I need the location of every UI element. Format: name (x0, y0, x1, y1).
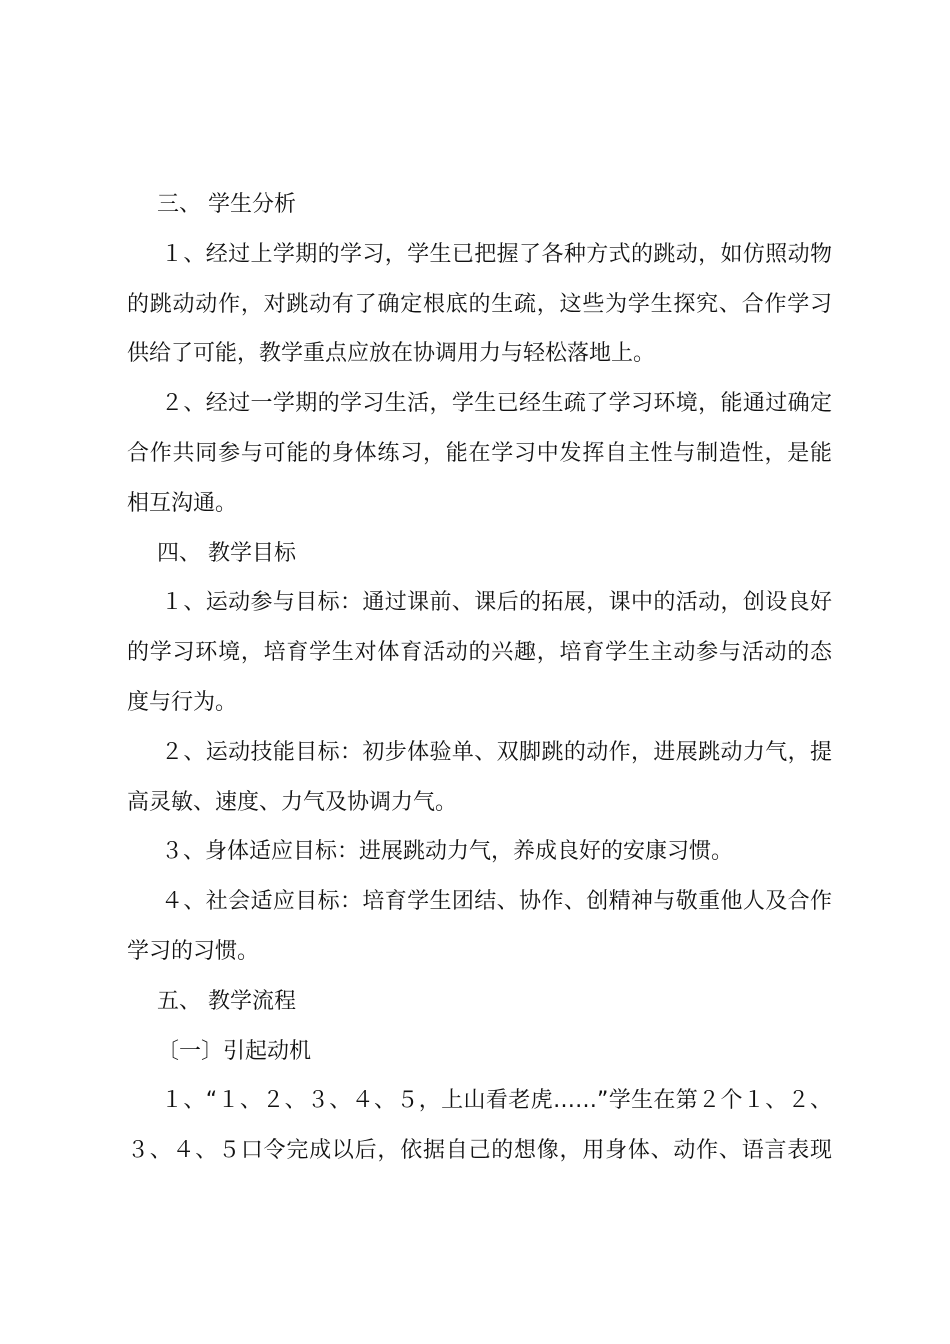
text-line: 高灵敏、速度、力气及协调力气。 (127, 789, 458, 815)
text-line: １、运动参与目标：通过课前、课后的拓展，课中的活动，创设良好 (161, 590, 832, 616)
text-line: ３、身体适应目标：进展跳动力气，养成良好的安康习惯。 (161, 839, 734, 865)
text-line: ４、社会适应目标：培育学生团结、协作、创精神与敬重他人及合作 (161, 889, 832, 915)
subheading-motivation: 〔一〕引起动机 (157, 1038, 312, 1064)
text-line: 相互沟通。 (127, 490, 238, 516)
text-line: 学习的习惯。 (127, 938, 260, 964)
text-line: １、经过上学期的学习，学生已把握了各种方式的跳动，如仿照动物 (161, 241, 832, 267)
section-heading-teaching-goals: 四、 教学目标 (157, 540, 296, 566)
text-line: ２、运动技能目标：初步体验单、双脚跳的动作，进展跳动力气，提 (161, 739, 832, 765)
paragraph-motivation-1 (127, 1076, 832, 1176)
section-heading-student-analysis: 三、 学生分析 (157, 192, 296, 217)
text-line: １、“１、２、３、４、５，上山看老虎……”学生在第２个１、２、 (161, 1088, 832, 1114)
text-line: ２、经过一学期的学习生活，学生已经生疏了学习环境，能通过确定 (161, 391, 832, 417)
paragraph-student-analysis-2 (127, 379, 832, 528)
document-page (127, 180, 832, 1176)
section-heading-teaching-process: 五、 教学流程 (157, 988, 296, 1014)
text-line: 的学习环境，培育学生对体育活动的兴趣，培育学生主动参与活动的态 (127, 640, 832, 666)
text-line: 供给了可能，教学重点应放在协调用力与轻松落地上。 (127, 341, 656, 367)
text-line: ３、４、５口令完成以后，依据自己的想像，用身体、动作、语言表现 (127, 1138, 832, 1164)
text-line: 合作共同参与可能的身体练习，能在学习中发挥自主性与制造性，是能 (127, 440, 832, 466)
text-line: 的跳动动作，对跳动有了确定根底的生疏，这些为学生探究、合作学习 (127, 291, 832, 317)
paragraph-student-analysis-1 (127, 230, 832, 379)
paragraph-goal-participation (127, 578, 832, 727)
paragraph-goal-skills (127, 728, 832, 828)
paragraph-goal-physical (127, 827, 832, 877)
paragraph-goal-social (127, 877, 832, 977)
text-line: 度与行为。 (127, 689, 238, 715)
